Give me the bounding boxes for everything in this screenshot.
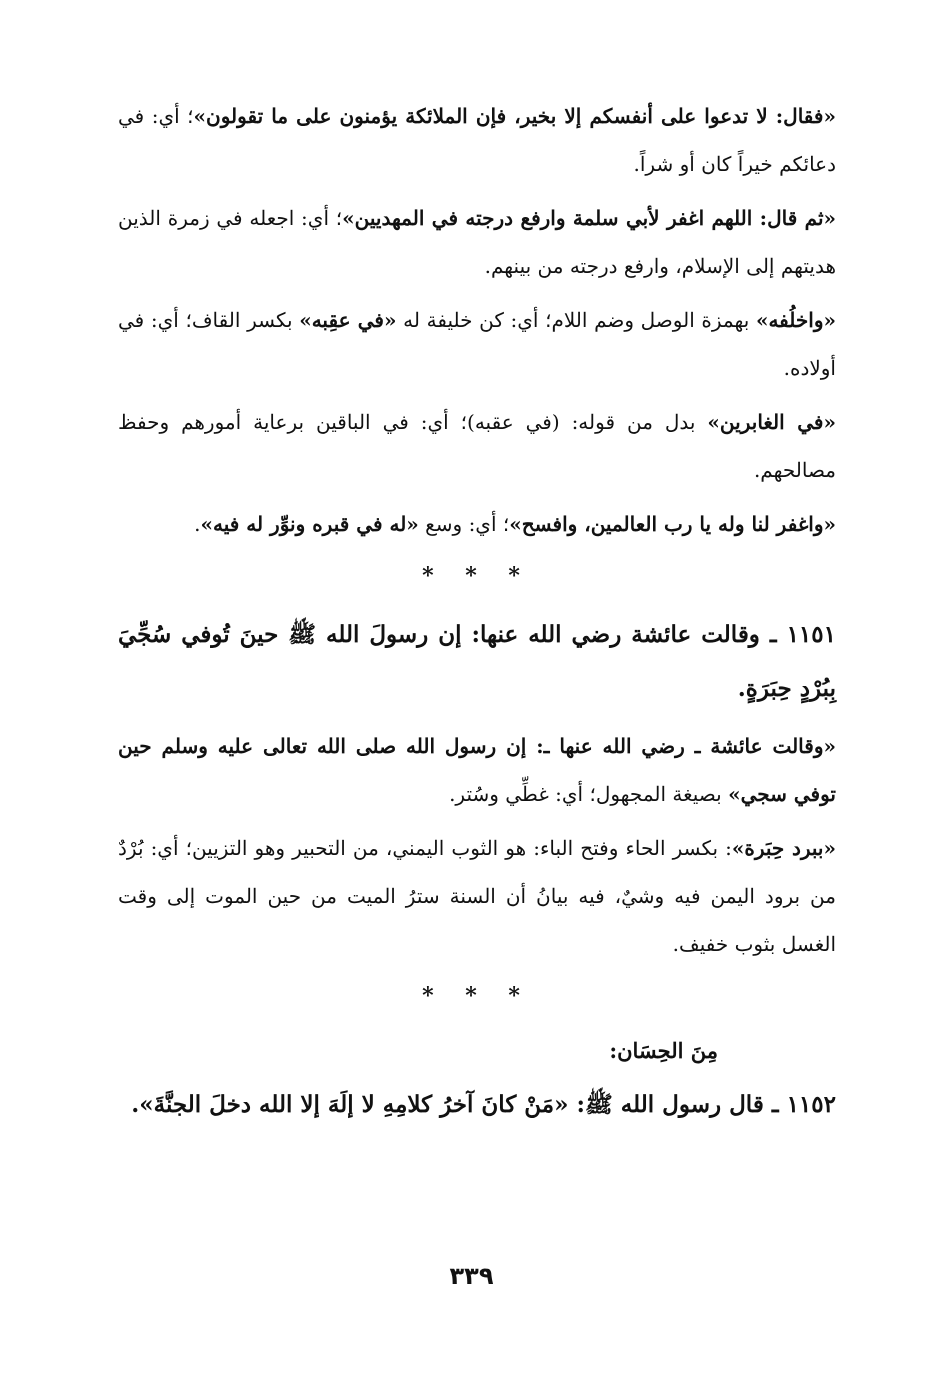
quoted-text: «له في قبره ونوِّر له فيه» bbox=[200, 512, 419, 536]
explanation-text: بصيغة المجهول؛ أي: غطِّي وسُتر. bbox=[449, 782, 729, 806]
explanation-text: . bbox=[194, 512, 201, 536]
commentary-paragraph-5 bbox=[118, 500, 836, 548]
page-body bbox=[118, 92, 836, 1138]
hadith-1152: ١١٥٢ ـ قال رسول الله ﷺ: «مَنْ كانَ آخرُ كلامِهِ لا إلَهَ إلا الله دخلَ الجنَّةَ». bbox=[131, 1091, 836, 1118]
page-number: ٣٣٩ bbox=[449, 1262, 494, 1290]
explanation-text: ؛ أي: وسع bbox=[418, 512, 510, 536]
quoted-text: «في الغابرين» bbox=[707, 410, 836, 434]
explanation-text: بكسر القاف؛ أي: في أولاده. bbox=[118, 308, 836, 380]
commentary-paragraph-2 bbox=[118, 194, 836, 290]
quoted-text: «وقالت عائشة ـ رضي الله عنها ـ: إن رسول الله صلى الله تعالى عليه وسلم حين توفي سجي» bbox=[118, 734, 836, 806]
section-heading: مِنَ الحِسَان: bbox=[609, 1038, 718, 1063]
section-separator: * * * bbox=[422, 563, 532, 589]
section-separator: * * * bbox=[422, 983, 532, 1009]
explanation-text: ؛ أي: في دعائكم خيراً كان أو شراً. bbox=[118, 104, 836, 176]
commentary-paragraph-7 bbox=[118, 824, 836, 968]
explanation-text: : بكسر الحاء وفتح الباء: هو الثوب اليمني، من التحبير وهو التزيين؛ أي: بُرْدٌ من برود اليمن فيه وشيٌ، فيه بيانُ أن السنة سترُ الميت من حين الموت إلى وقت الغسل بثوب خفيف. bbox=[118, 836, 836, 956]
commentary-paragraph-1 bbox=[118, 92, 836, 188]
quoted-text: «ثم قال: اللهم اغفر لأبي سلمة وارفع درجته في المهديين» bbox=[342, 206, 837, 230]
quoted-text: «ببرد حِبَرة» bbox=[731, 836, 836, 860]
commentary-paragraph-6 bbox=[118, 722, 836, 818]
explanation-text: ؛ أي: اجعله في زمرة الذين هديتهم إلى الإسلام، وارفع درجته من بينهم. bbox=[118, 206, 836, 278]
quoted-text: «واغفر لنا وله يا رب العالمين، وافسح» bbox=[509, 512, 836, 536]
quoted-text: «فقال: لا تدعوا على أنفسكم إلا بخير، فإن الملائكة يؤمنون على ما تقولون» bbox=[193, 104, 836, 128]
hadith-1151: ١١٥١ ـ وقالت عائشة رضي الله عنها: إن رسولَ الله ﷺ حينَ تُوفي سُجِّيَ بِبُرْدٍ حِبَرَةٍ. bbox=[118, 621, 836, 702]
explanation-text: بهمزة الوصل وضم اللام؛ أي: كن خليفة له bbox=[396, 308, 756, 332]
quoted-text: «واخلُفه» bbox=[755, 308, 836, 332]
explanation-text: بدل من قوله: (في عقبه)؛ أي: في الباقين برعاية أمورهم وحفظ مصالحهم. bbox=[118, 410, 836, 482]
commentary-paragraph-3 bbox=[118, 296, 836, 392]
commentary-paragraph-4 bbox=[118, 398, 836, 494]
quoted-text: «في عقِبه» bbox=[299, 308, 397, 332]
